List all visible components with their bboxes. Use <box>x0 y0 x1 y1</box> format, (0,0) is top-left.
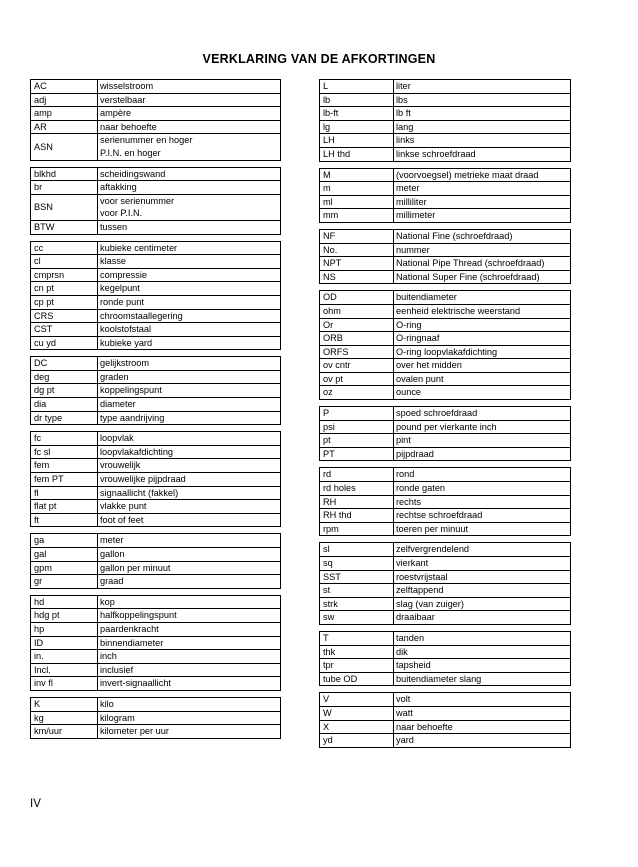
abbreviation-meaning: koolstofstaal <box>97 323 280 336</box>
abbreviation-row <box>320 509 570 523</box>
abbreviation: br <box>34 182 43 193</box>
abbreviation-meaning: milliliter <box>393 196 570 209</box>
abbreviation: dg pt <box>34 385 55 396</box>
abbreviation-row <box>31 282 280 296</box>
abbreviation-row <box>320 482 570 496</box>
abbreviation: gr <box>34 576 43 587</box>
abbreviation-row <box>31 134 280 159</box>
abbreviation-group <box>319 631 571 686</box>
abbreviation: K <box>34 698 41 709</box>
abbreviation: fc sl <box>34 446 51 457</box>
abbreviation-group <box>319 406 571 461</box>
abbreviation-row <box>31 181 280 195</box>
abbreviation: m <box>323 183 331 194</box>
abbreviation: ga <box>34 535 45 546</box>
abbreviation-group <box>319 79 571 162</box>
abbreviation-group <box>319 692 571 747</box>
abbreviation-column-left <box>30 79 281 745</box>
abbreviation-row <box>320 134 570 148</box>
abbreviation: CST <box>34 324 53 335</box>
abbreviation-row <box>320 257 570 271</box>
abbreviation-meaning: zelftappend <box>393 584 570 597</box>
abbreviation-meaning: ampère <box>97 107 280 120</box>
abbreviation-meaning: lb ft <box>393 107 570 120</box>
abbreviation: BTW <box>34 221 55 232</box>
abbreviation-meaning: over het midden <box>393 359 570 372</box>
abbreviation: sw <box>323 612 335 623</box>
abbreviation-meaning: gallon per minuut <box>97 562 280 575</box>
abbreviation-meaning: volt <box>393 693 570 706</box>
abbreviation-row <box>31 412 280 425</box>
abbreviation-meaning: rond <box>393 468 570 481</box>
abbreviation-group <box>30 533 281 588</box>
abbreviation: lg <box>323 121 331 132</box>
abbreviation-row <box>31 596 280 610</box>
abbreviation: OD <box>323 292 337 303</box>
abbreviation: pt <box>323 435 331 446</box>
abbreviation: T <box>323 632 329 643</box>
abbreviation-meaning: kubieke yard <box>97 337 280 350</box>
abbreviation-row <box>31 664 280 678</box>
abbreviation-row <box>320 448 570 461</box>
abbreviation: ORB <box>323 333 343 344</box>
abbreviation-meaning: gelijkstroom <box>97 357 280 370</box>
abbreviation-meaning: O-ring <box>393 319 570 332</box>
abbreviation-row <box>31 637 280 651</box>
abbreviation-row <box>320 734 570 747</box>
abbreviation-meaning: buitendiameter slang <box>393 673 570 686</box>
abbreviation-meaning: lang <box>393 121 570 134</box>
abbreviation: tpr <box>323 660 334 671</box>
abbreviation-row <box>31 459 280 473</box>
abbreviation-row <box>31 548 280 562</box>
abbreviation: lb-ft <box>323 108 339 119</box>
abbreviation: RH thd <box>323 510 352 521</box>
abbreviation-meaning: voor serienummer voor P.I.N. <box>97 195 280 220</box>
abbreviation-meaning: tapsheid <box>393 659 570 672</box>
abbreviation-row <box>31 371 280 385</box>
abbreviation-meaning: ronde punt <box>97 296 280 309</box>
abbreviation-meaning: meter <box>97 534 280 547</box>
abbreviation: No. <box>323 244 338 255</box>
abbreviation-meaning: inclusief <box>97 664 280 677</box>
abbreviation-meaning: loopvlakafdichting <box>97 446 280 459</box>
abbreviation-row <box>31 242 280 256</box>
abbreviation-row <box>31 296 280 310</box>
abbreviation-row <box>320 319 570 333</box>
abbreviation: dia <box>34 399 47 410</box>
abbreviation-row <box>31 609 280 623</box>
abbreviation-row <box>320 646 570 660</box>
abbreviation-row <box>320 468 570 482</box>
abbreviation: cp pt <box>34 296 54 307</box>
abbreviation-row <box>320 496 570 510</box>
abbreviation: blkhd <box>34 168 56 179</box>
abbreviation-row <box>31 195 280 221</box>
abbreviation: deg <box>34 371 50 382</box>
abbreviation: inv fl <box>34 678 53 689</box>
abbreviation-meaning: diameter <box>97 398 280 411</box>
abbreviation: fl <box>34 487 39 498</box>
abbreviation-meaning: dik <box>393 646 570 659</box>
abbreviation-row <box>320 386 570 399</box>
abbreviation-meaning: slag (van zuiger) <box>393 598 570 611</box>
abbreviation-row <box>31 487 280 501</box>
abbreviation-row <box>31 269 280 283</box>
abbreviation-row <box>31 80 280 94</box>
abbreviation: hdg pt <box>34 610 60 621</box>
abbreviation: rd holes <box>323 483 356 494</box>
abbreviation: gal <box>34 549 47 559</box>
abbreviation: Or <box>323 319 334 330</box>
abbreviation-meaning: compressie <box>97 269 280 282</box>
abbreviation-row <box>31 698 280 712</box>
abbreviation-row <box>31 534 280 548</box>
abbreviation-row <box>31 94 280 108</box>
abbreviation-row <box>31 357 280 371</box>
abbreviation-meaning: wisselstroom <box>97 80 280 93</box>
abbreviation-row <box>320 659 570 673</box>
abbreviation-group <box>319 168 571 223</box>
abbreviation-row <box>320 107 570 121</box>
abbreviation-row <box>320 80 570 94</box>
abbreviation-group <box>30 697 281 739</box>
abbreviation: ASN <box>34 141 53 152</box>
abbreviation-row <box>320 693 570 707</box>
abbreviation: P <box>323 408 330 419</box>
abbreviation-row <box>31 500 280 514</box>
abbreviation-meaning: signaallicht (fakkel) <box>97 487 280 500</box>
abbreviation-row <box>320 169 570 183</box>
abbreviation-row <box>320 598 570 612</box>
abbreviation-row <box>320 523 570 536</box>
abbreviation: in. <box>34 651 44 662</box>
abbreviation-meaning: tanden <box>393 632 570 645</box>
abbreviation-row <box>320 611 570 624</box>
abbreviation: LH <box>323 135 335 146</box>
abbreviation-row <box>320 571 570 585</box>
abbreviation-meaning: ronde gaten <box>393 482 570 495</box>
abbreviation-meaning: National Super Fine (schroefdraad) <box>393 271 570 284</box>
abbreviation-meaning: watt <box>393 707 570 720</box>
abbreviation: V <box>323 694 330 705</box>
abbreviation-meaning: vrouwelijke pijpdraad <box>97 473 280 486</box>
page-number: IV <box>30 798 41 810</box>
abbreviation-meaning: halfkoppelingspunt <box>97 609 280 622</box>
abbreviation-row <box>31 677 280 690</box>
abbreviation: sq <box>323 558 333 568</box>
abbreviation-group <box>30 167 281 235</box>
abbreviation-row <box>31 255 280 269</box>
abbreviation-meaning: kilometer per uur <box>97 725 280 738</box>
abbreviation-row <box>320 182 570 196</box>
abbreviation-meaning: buitendiameter <box>393 291 570 304</box>
abbreviation-meaning: (voorvoegsel) metrieke maat draad <box>393 169 570 182</box>
abbreviation: mm <box>323 210 339 221</box>
abbreviation: rd <box>323 469 332 480</box>
abbreviation-meaning: kilogram <box>97 712 280 725</box>
abbreviation-meaning: aftakking <box>97 181 280 194</box>
abbreviation: thk <box>323 646 336 657</box>
abbreviation: tube OD <box>323 673 358 684</box>
abbreviation-group <box>30 431 281 527</box>
abbreviation-meaning: millimeter <box>393 209 570 222</box>
abbreviation-column-right <box>319 79 571 754</box>
abbreviation-row <box>31 562 280 576</box>
abbreviation-meaning: chroomstaallegering <box>97 310 280 323</box>
abbreviation: dr type <box>34 412 63 423</box>
abbreviation-meaning: linkse schroefdraad <box>393 148 570 161</box>
abbreviation: W <box>323 707 332 718</box>
abbreviation-group <box>30 595 281 691</box>
abbreviation-meaning: pound per vierkante inch <box>393 421 570 434</box>
abbreviation: adj <box>34 94 47 105</box>
abbreviation-row <box>320 291 570 305</box>
abbreviation: ov cntr <box>323 360 351 371</box>
abbreviation: kg <box>34 712 44 723</box>
abbreviation-meaning: ovalen punt <box>393 373 570 386</box>
abbreviation-meaning: rechtse schroefdraad <box>393 509 570 522</box>
abbreviation-row <box>31 514 280 527</box>
abbreviation-row <box>320 543 570 557</box>
abbreviation: PT <box>323 448 335 459</box>
abbreviation: km/uur <box>34 726 63 737</box>
abbreviation-meaning: koppelingspunt <box>97 384 280 397</box>
abbreviation: hp <box>34 623 45 634</box>
abbreviation-meaning: pijpdraad <box>393 448 570 461</box>
abbreviation-row <box>31 446 280 460</box>
abbreviation-meaning: pint <box>393 434 570 447</box>
abbreviation-row <box>320 148 570 161</box>
abbreviation-row <box>31 398 280 412</box>
abbreviation-row <box>320 373 570 387</box>
abbreviation: NPT <box>323 258 342 269</box>
abbreviation: hd <box>34 596 45 607</box>
abbreviation-row <box>320 346 570 360</box>
abbreviation: ov pt <box>323 373 343 384</box>
abbreviation-meaning: graden <box>97 371 280 384</box>
abbreviation-row <box>320 721 570 735</box>
abbreviation: SST <box>323 571 341 582</box>
abbreviation: ohm <box>323 305 341 316</box>
abbreviation-meaning: kubieke centimeter <box>97 242 280 255</box>
abbreviation-meaning: paardenkracht <box>97 623 280 636</box>
abbreviation-group <box>30 356 281 425</box>
abbreviation-row <box>31 310 280 324</box>
abbreviation-meaning: klasse <box>97 255 280 268</box>
abbreviation: CRS <box>34 310 54 321</box>
abbreviation-row <box>320 196 570 210</box>
abbreviation: cmprsn <box>34 269 65 280</box>
abbreviation-meaning: zelfvergrendelend <box>393 543 570 556</box>
abbreviation-row <box>320 305 570 319</box>
abbreviation-meaning: National Fine (schroefdraad) <box>393 230 570 243</box>
abbreviation-row <box>320 121 570 135</box>
abbreviation: psi <box>323 421 335 432</box>
abbreviation: fem PT <box>34 474 64 485</box>
abbreviation-row <box>31 121 280 135</box>
abbreviation-row <box>31 337 280 350</box>
abbreviation: gpm <box>34 562 52 573</box>
abbreviation: RH <box>323 496 337 507</box>
abbreviation-meaning: lbs <box>393 94 570 107</box>
abbreviation-row <box>31 432 280 446</box>
abbreviation-meaning: tussen <box>97 221 280 234</box>
abbreviation-meaning: foot of feet <box>97 514 280 527</box>
abbreviation-group <box>30 79 281 161</box>
abbreviation-row <box>320 271 570 284</box>
abbreviation-group <box>30 241 281 351</box>
abbreviation: oz <box>323 387 333 398</box>
abbreviation-meaning: naar behoefte <box>97 121 280 134</box>
abbreviation-meaning: O-ringnaaf <box>393 332 570 345</box>
abbreviation-row <box>31 623 280 637</box>
abbreviation: ml <box>323 196 333 207</box>
abbreviation: cc <box>34 242 44 253</box>
abbreviation: cn pt <box>34 283 54 294</box>
abbreviation-meaning: vlakke punt <box>97 500 280 513</box>
abbreviation: yd <box>323 735 333 746</box>
abbreviation-row <box>320 209 570 222</box>
abbreviation: amp <box>34 108 52 119</box>
abbreviation: lb <box>323 94 331 105</box>
abbreviation: cl <box>34 256 41 267</box>
abbreviation-meaning: eenheid elektrische weerstand <box>393 305 570 318</box>
abbreviation-meaning: kegelpunt <box>97 282 280 295</box>
page-title: VERKLARING VAN DE AFKORTINGEN <box>202 52 436 66</box>
abbreviation-meaning: liter <box>393 80 570 93</box>
abbreviation-meaning: toeren per minuut <box>393 523 570 536</box>
abbreviation: NS <box>323 271 336 282</box>
abbreviation-row <box>320 359 570 373</box>
abbreviation: ft <box>34 514 40 525</box>
abbreviation-row <box>320 230 570 244</box>
abbreviation-row <box>31 575 280 588</box>
abbreviation-row <box>320 557 570 571</box>
abbreviation-meaning: inch <box>97 650 280 663</box>
abbreviation-row <box>31 384 280 398</box>
abbreviation-meaning: roestvrijstaal <box>393 571 570 584</box>
abbreviation-meaning: graad <box>97 575 280 588</box>
abbreviation-meaning: binnendiameter <box>97 637 280 650</box>
abbreviation: st <box>323 585 331 596</box>
abbreviation: rpm <box>323 523 339 534</box>
abbreviation-meaning: O-ring loopvlakafdichting <box>393 346 570 359</box>
abbreviation-row <box>31 323 280 337</box>
abbreviation-row <box>320 673 570 686</box>
abbreviation-meaning: kop <box>97 596 280 609</box>
abbreviation-meaning: National Pipe Thread (schroefdraad) <box>393 257 570 270</box>
abbreviation: X <box>323 721 330 732</box>
abbreviation-meaning: draaibaar <box>393 611 570 624</box>
abbreviation-meaning: naar behoefte <box>393 721 570 734</box>
abbreviation-meaning: type aandrijving <box>97 412 280 425</box>
abbreviation-meaning: links <box>393 134 570 147</box>
abbreviation-row <box>31 473 280 487</box>
abbreviation: AR <box>34 121 47 132</box>
abbreviation-row <box>320 407 570 421</box>
abbreviation: fc <box>34 433 42 444</box>
abbreviation-row <box>31 168 280 182</box>
abbreviation-row <box>320 244 570 258</box>
abbreviation-meaning: gallon <box>97 548 280 561</box>
abbreviation: Incl. <box>34 664 51 675</box>
abbreviation: strk <box>323 598 338 609</box>
abbreviation-meaning: scheidingswand <box>97 168 280 181</box>
abbreviation: LH thd <box>323 148 351 159</box>
abbreviation: cu yd <box>34 337 56 348</box>
abbreviation-row <box>31 725 280 738</box>
abbreviation-row <box>320 421 570 435</box>
abbreviation-meaning: serienummer en hoger P.I.N. en hoger <box>97 134 280 159</box>
abbreviation-group <box>319 467 571 536</box>
abbreviation-row <box>320 632 570 646</box>
abbreviation: sl <box>323 544 330 555</box>
abbreviation: DC <box>34 358 48 369</box>
abbreviation-meaning: rechts <box>393 496 570 509</box>
abbreviation-meaning: nummer <box>393 244 570 257</box>
abbreviation: ID <box>34 637 44 648</box>
abbreviation-row <box>320 584 570 598</box>
abbreviation-meaning: ounce <box>393 386 570 399</box>
abbreviation: BSN <box>34 202 53 213</box>
abbreviation: ORFS <box>323 346 349 357</box>
abbreviation-meaning: invert-signaallicht <box>97 677 280 690</box>
abbreviation-row <box>320 332 570 346</box>
abbreviation: AC <box>34 81 47 91</box>
abbreviation: flat pt <box>34 501 57 512</box>
abbreviation-meaning: meter <box>393 182 570 195</box>
abbreviation: M <box>323 169 331 180</box>
abbreviation-meaning: vierkant <box>393 557 570 570</box>
abbreviation-group <box>319 229 571 284</box>
abbreviation-meaning: verstelbaar <box>97 94 280 107</box>
abbreviation-meaning: vrouwelijk <box>97 459 280 472</box>
abbreviation-row <box>31 221 280 234</box>
abbreviation-meaning: spoed schroefdraad <box>393 407 570 420</box>
abbreviation: fem <box>34 460 50 471</box>
abbreviation-row <box>31 107 280 121</box>
abbreviation-row <box>320 434 570 448</box>
abbreviation-row <box>31 712 280 726</box>
abbreviation-row <box>31 650 280 664</box>
abbreviation-row <box>320 707 570 721</box>
abbreviation: L <box>323 81 329 91</box>
abbreviation: NF <box>323 230 336 241</box>
abbreviation-group <box>319 542 571 625</box>
abbreviation-meaning: loopvlak <box>97 432 280 445</box>
abbreviation-row <box>320 94 570 108</box>
abbreviation-group <box>319 290 571 400</box>
abbreviation-meaning: yard <box>393 734 570 747</box>
abbreviation-meaning: kilo <box>97 698 280 711</box>
